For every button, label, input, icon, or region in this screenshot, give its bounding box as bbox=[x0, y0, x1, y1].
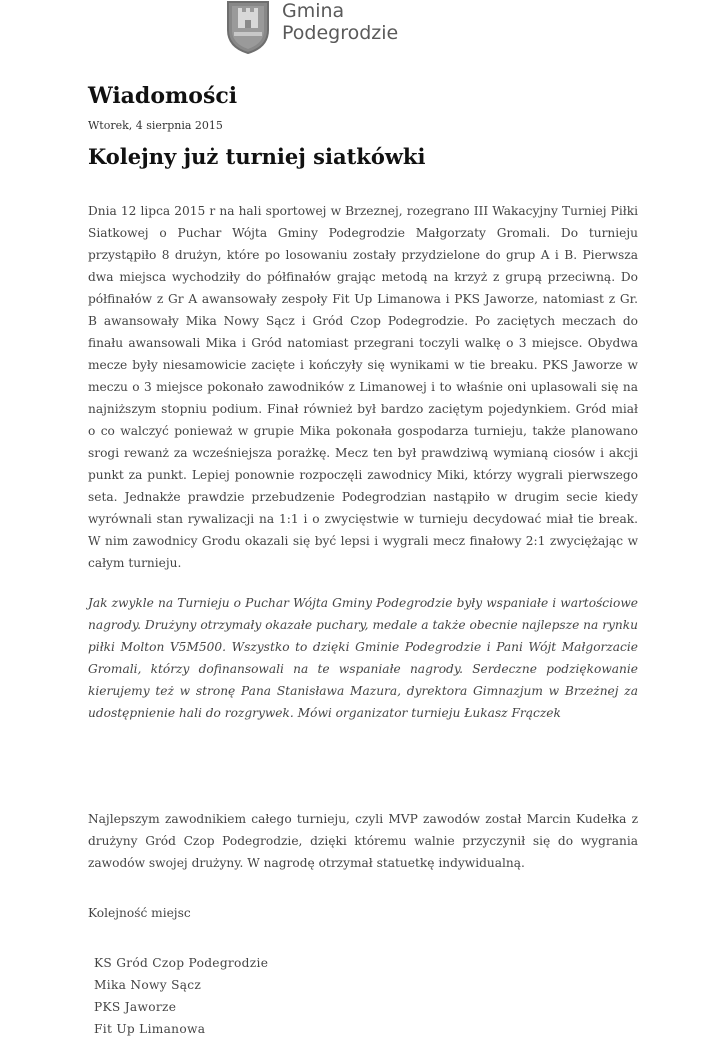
article bbox=[88, 82, 638, 1040]
article-paragraph-1: Dnia 12 lipca 2015 r na hali sportowej w Brzeznej, rozegrano III Wakacyjny Turniej Piłki Siatkowej o Puchar Wójta Gminy Podegrodzie Małgorzaty Gromali. Do turnieju przystąpiło 8 drużyn, które po losowaniu zostały przydzielone do grup A i B. Pierwsza dwa miejsca wychodziły do półfinałów grając metodą na krzyż z grupą przeciwną. Do półfinałów z Gr A awansowały zespoły Fit Up Limanowa i PKS Jaworze, natomiast z Gr. B awansowały Mika Nowy Sącz i Gród Czop Podegrodzie. Po zaciętych meczach do finału awansowali Mika i Gród natomiast przegrani toczyli walkę o 3 miejsce. Obydwa mecze były niesamowicie zacięte i kończyły się wynikami w tie breaku. PKS Jaworze w meczu o 3 miejsce pokonało zawodników z Limanowej i to właśnie oni uplasowali się na najniższym stopniu podium. Finał również był bardzo zaciętym pojedynkiem. Gród miał o co walczyć ponieważ w grupie Mika pokonała gospodarza turnieju, także planowano srogi rewanż za wcześniejsza porażkę. Mecz ten był prawdziwą wymianą ciosów i akcji punkt za punkt. Lepiej ponownie rozpoczęli zawodnicy Miki, którzy wygrali pierwszego seta. Jednakże prawdzie przebudzenie Podegrodzian nastąpiło w drugim secie kiedy wyrównali stan rywalizacji na 1:1 i o zwycięstwie w turnieju decydować miał tie break. W nim zawodnicy Grodu okazali się być lepsi i wygrali mecz finałowy 2:1 zwyciężając w całym turnieju. bbox=[88, 204, 638, 570]
place-item-1: KS Gród Czop Podegrodzie bbox=[94, 956, 269, 970]
coat-of-arms-icon bbox=[226, 0, 270, 54]
section-title: Wiadomości bbox=[88, 83, 238, 109]
logo-line-2: Podegrodzie bbox=[282, 22, 399, 44]
site-logo[interactable] bbox=[226, 0, 426, 56]
article-date: Wtorek, 4 sierpnia 2015 bbox=[88, 119, 223, 132]
places-list bbox=[94, 952, 638, 1040]
place-item-4: Fit Up Limanowa bbox=[94, 1022, 206, 1036]
article-title: Kolejny już turniej siatkówki bbox=[88, 144, 426, 169]
article-quote: Jak zwykle na Turnieju o Puchar Wójta Gminy Podegrodzie były wspaniałe i wartościowe nagrody. Drużyny otrzymały okazałe puchary, medale a także obecnie najlepsze na rynku piłki Molton V5M500. Wszystko to dzięki Gminie Podegrodzie i Pani Wójt Małgorzacie Gromali, którzy dofinansowali na te wspaniałe nagrody. Serdeczne podziękowanie kierujemy też w stronę Pana Stanisława Mazura, dyrektora Gimnazjum w Brzeżnej za udostępnienie hali do rozgrywek. Mówi organizator turnieju Łukasz Frączek bbox=[88, 596, 638, 720]
logo-line-1: Gmina bbox=[282, 0, 345, 22]
place-item-2: Mika Nowy Sącz bbox=[94, 978, 202, 992]
place-item-3: PKS Jaworze bbox=[94, 1000, 177, 1014]
places-heading: Kolejność miejsc bbox=[88, 906, 191, 920]
article-paragraph-mvp: Najlepszym zawodnikiem całego turnieju, czyli MVP zawodów został Marcin Kudełka z drużyny Gród Czop Podegrodzie, dzięki któremu walnie przyczynił się do wygrania zawodów swojej drużyny. W nagrodę otrzymał statuetkę indywidualną. bbox=[88, 812, 638, 870]
